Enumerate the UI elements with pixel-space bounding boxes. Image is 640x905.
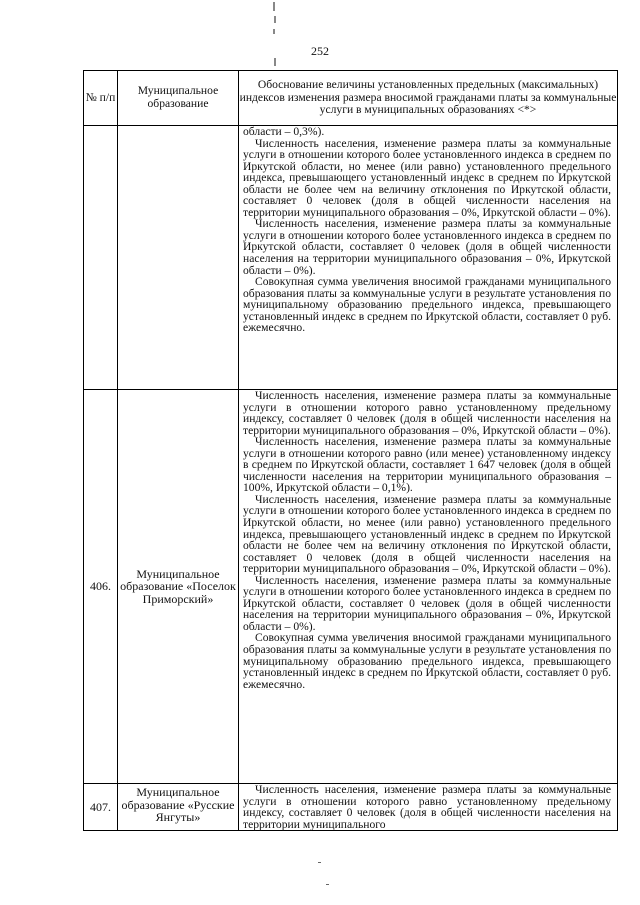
table-row: [84, 126, 618, 390]
justification-table: [83, 70, 618, 831]
paragraph: Совокупная сумма увеличения вносимой гражданами муниципального образования платы за коммунальные услуги в результате установления по муниципальному образованию предельного индекса, превышающего установленный индекс в среднем по Иркутской области, составляет 0 руб. ежемесячно.: [243, 631, 611, 691]
row-municipality: Муниципальное образование «Русские Янгуты»: [118, 784, 239, 831]
table-row: [84, 784, 618, 831]
table-row: [84, 390, 618, 784]
row-municipality: Муниципальное образование «Поселок Приморский»: [118, 390, 239, 784]
scan-artifact: [318, 862, 321, 863]
paragraph: Численность населения, изменение размера платы за коммунальные услуги в отношении которого более установленного индекса в среднем по Иркутской области, составляет 0 человек (доля в общей численности населения на территории муниципального образования – 0%, Иркутской области – 0%).: [243, 217, 611, 277]
header-justification: Обоснование величины установленных предельных (максимальных) индексов изменения размера вносимой гражданами платы за коммунальные услуги в муниципальных образованиях <*>: [239, 71, 618, 126]
paragraph: Численность населения, изменение размера платы за коммунальные услуги в отношении которого равно установленному предельному индексу, составляет 0 человек (доля в общей численности населения на территории муниципального: [243, 783, 611, 831]
row-justification: [239, 126, 618, 390]
paragraph: Численность населения, изменение размера платы за коммунальные услуги в отношении которого более установленного индекса в среднем по Иркутской области, но менее (или равно) установленного предельного индекса, превышающего установленный индекс в среднем по Иркутской области не более чем на величину отклонения по Иркутской области, составляет 0 человек (доля в общей численности населения на территории муниципального образования – 0%, Иркутской области – 0%).: [243, 136, 611, 219]
row-justification: [239, 784, 618, 831]
paragraph: Численность населения, изменение размера платы за коммунальные услуги в отношении которого равно (или менее) установленному индексу в среднем по Иркутской области, составляет 1 647 человек (доля в общей численности населения на территории муниципального образования – 100%, Иркутской области – 0,1%).: [243, 435, 611, 495]
header-number: № п/п: [84, 71, 118, 126]
header-municipality: Муниципальное образование: [118, 71, 239, 126]
paragraph: Численность населения, изменение размера платы за коммунальные услуги в отношении которого более установленного индекса в среднем по Иркутской области, но менее (или равно) установленного предельного индекса, превышающего установленный индекс в среднем по Иркутской области не более чем на величину отклонения по Иркутской области, составляет 0 человек (доля в общей численности населения на территории муниципального образования – 0%, Иркутской области – 0%).: [243, 492, 611, 576]
paragraph: Численность населения, изменение размера платы за коммунальные услуги в отношении которого равно установленному предельному индексу, составляет 0 человек (доля в общей численности населения на территории муниципального образования – 0%, Иркутской области – 0%).: [243, 389, 611, 437]
scan-artifact: [271, 2, 277, 72]
table-header-row: [84, 71, 618, 126]
row-number: 406.: [84, 390, 118, 784]
row-number: 407.: [84, 784, 118, 831]
paragraph: Численность населения, изменение размера платы за коммунальные услуги в отношении которого более установленного индекса в среднем по Иркутской области, составляет 0 человек (доля в общей численности населения на территории муниципального образования – 0%, Иркутской области – 0%).: [243, 573, 611, 633]
page-number: 252: [311, 44, 329, 58]
row-municipality: [118, 126, 239, 390]
scan-artifact: [326, 884, 329, 885]
row-justification: [239, 390, 618, 784]
row-number: [84, 126, 118, 390]
paragraph: области – 0,3%).: [243, 125, 325, 138]
paragraph: Совокупная сумма увеличения вносимой гражданами муниципального образования платы за коммунальные услуги в результате установления по муниципальному образованию предельного индекса, превышающего установленный индекс в среднем по Иркутской области, составляет 0 руб. ежемесячно.: [243, 275, 611, 335]
